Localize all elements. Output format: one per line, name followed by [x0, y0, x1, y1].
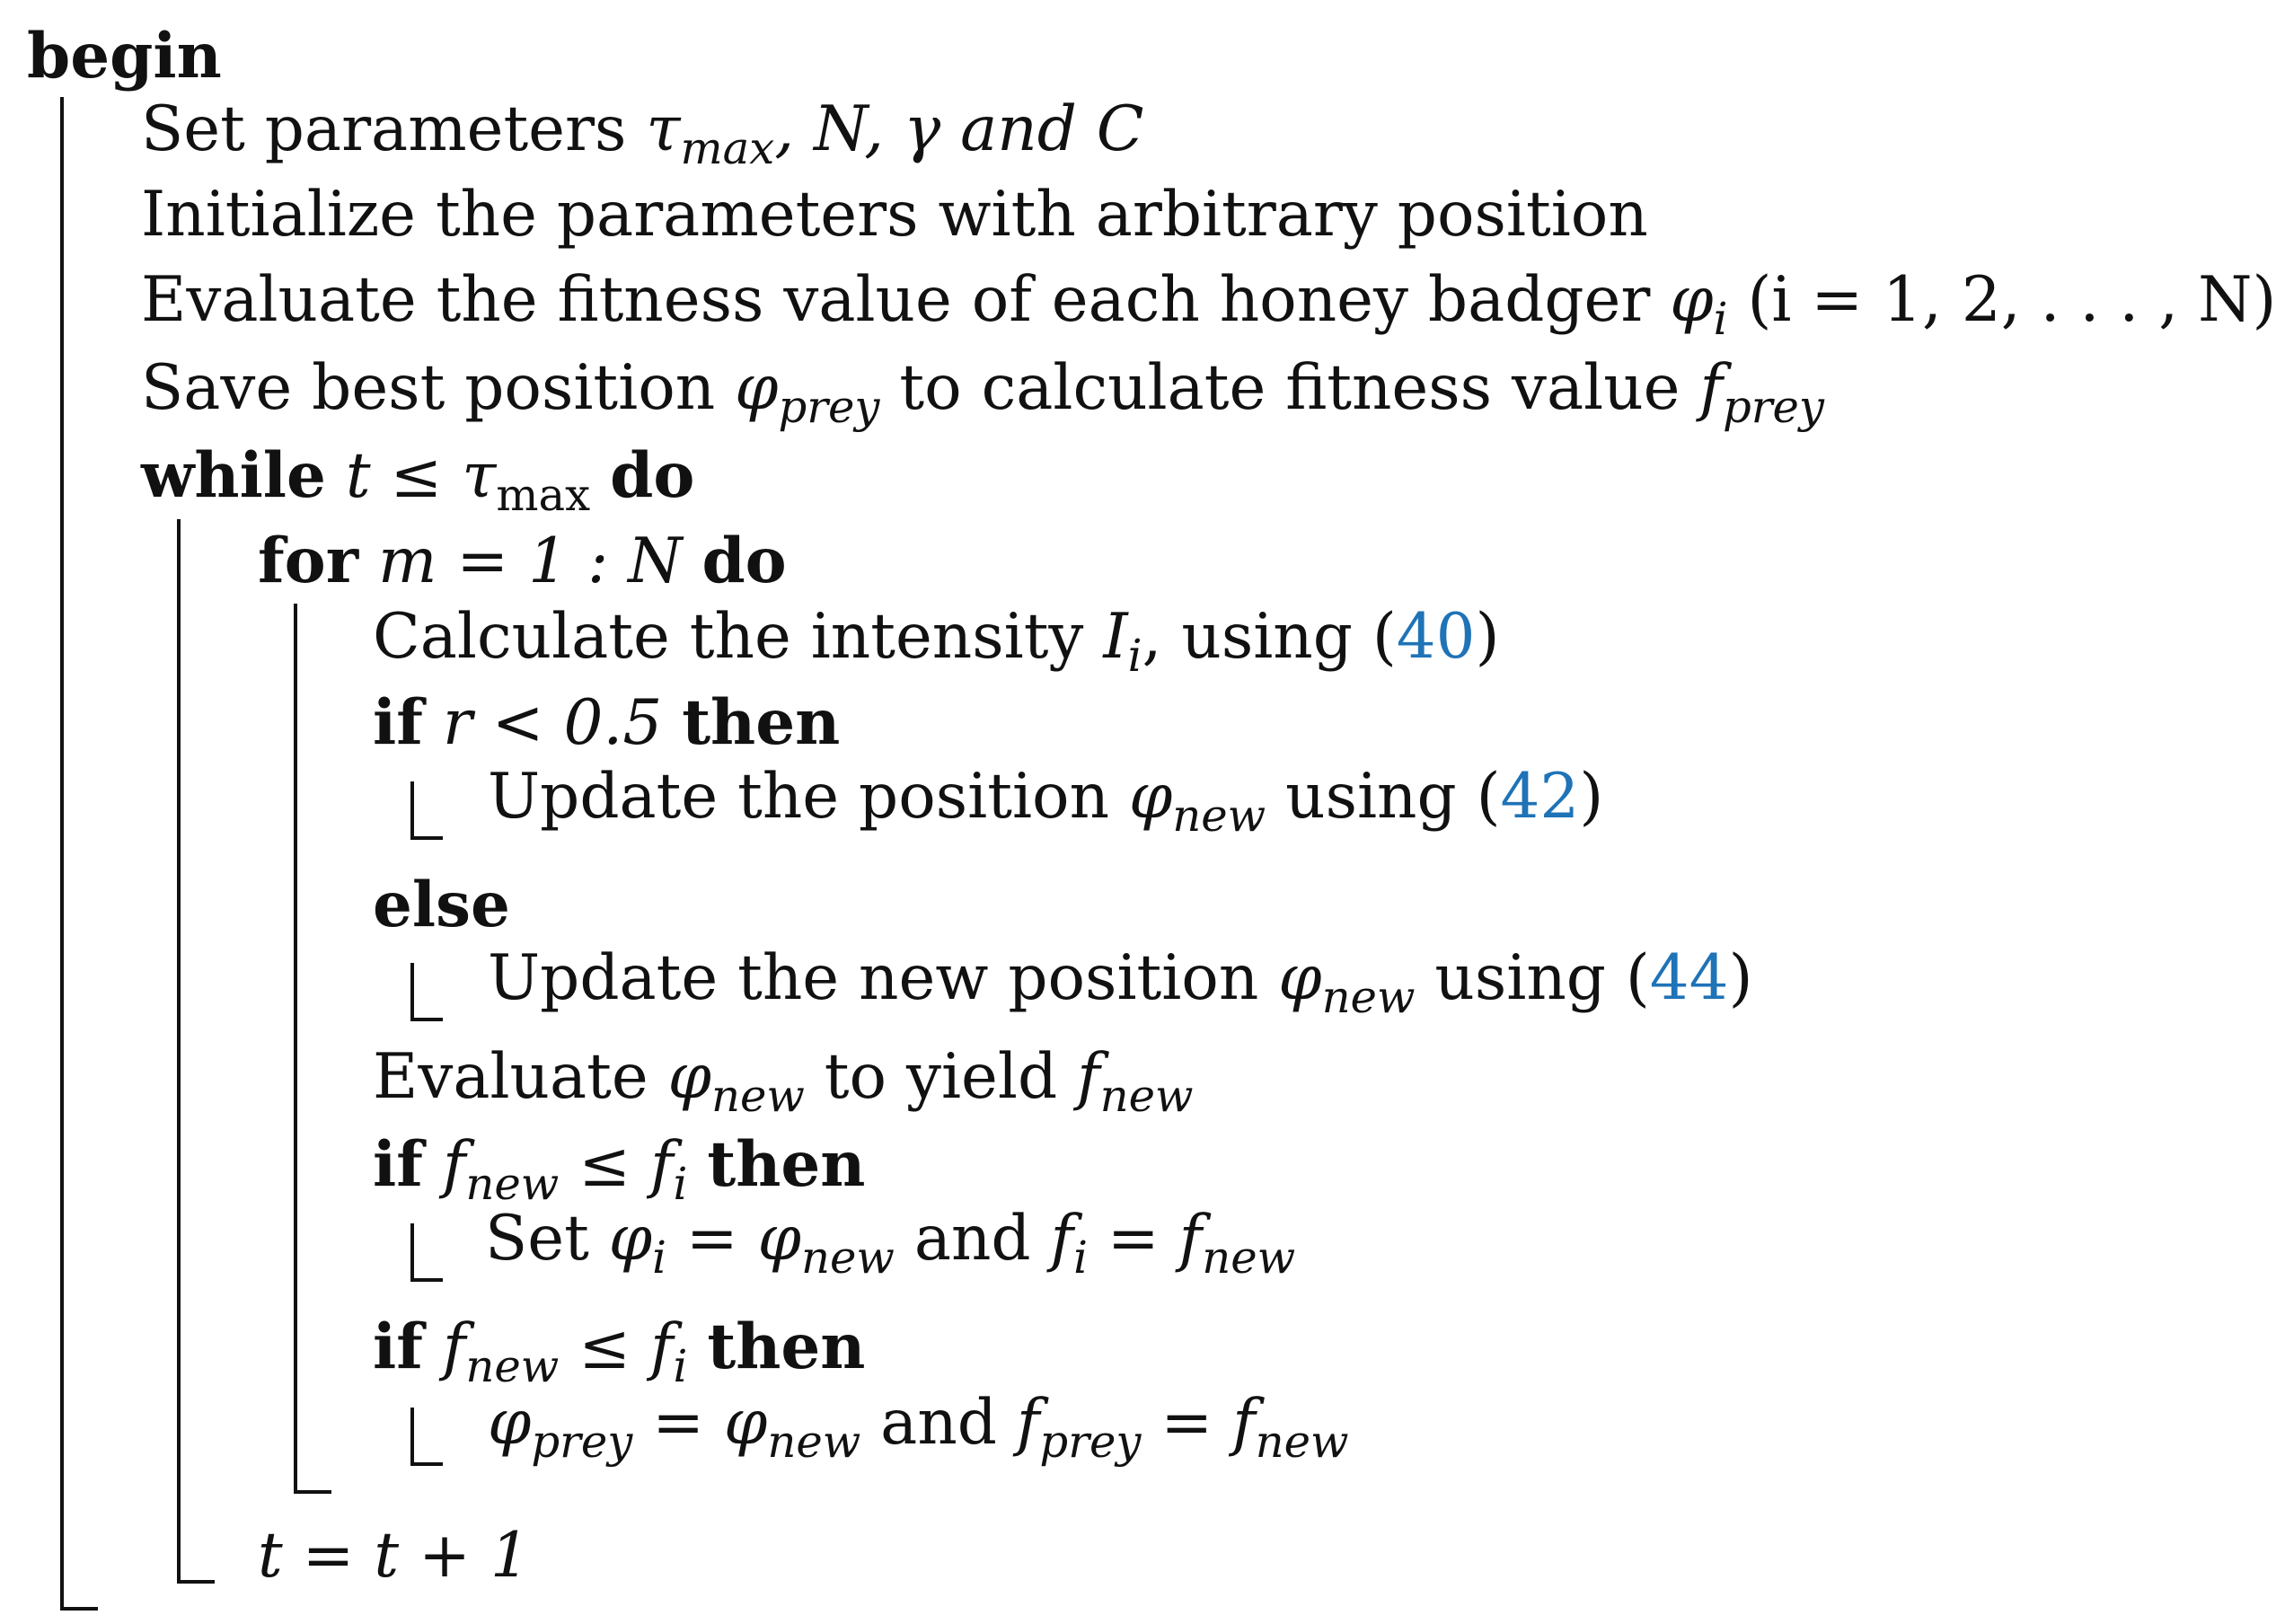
text: and	[894, 1203, 1051, 1275]
phi-symbol: φ	[735, 352, 779, 424]
I-symbol: I	[1103, 601, 1128, 673]
update-position-line	[488, 761, 1604, 842]
subscript: i	[1073, 1231, 1088, 1284]
f-symbol: f	[1699, 352, 1723, 424]
operator: =	[1141, 1387, 1233, 1459]
if-keyword: if	[373, 1128, 423, 1201]
operator: =	[1087, 1203, 1179, 1275]
if-fitness-1-foot	[410, 1278, 443, 1282]
if-fitness-line-2	[373, 1311, 866, 1392]
text: Save best position	[141, 352, 736, 424]
subscript: prey	[778, 380, 880, 433]
if-fitness-line-1	[373, 1128, 866, 1210]
subscript: prey	[1722, 380, 1824, 433]
subscript: i	[1713, 292, 1728, 345]
phi-symbol: φ	[724, 1387, 768, 1459]
f-symbol: f	[442, 1311, 466, 1383]
text: Evaluate	[373, 1041, 668, 1113]
save-best-line	[141, 352, 1824, 433]
subscript: prey	[1039, 1415, 1142, 1468]
subscript: max	[680, 121, 775, 174]
evaluate-fitness-line	[141, 264, 2276, 345]
increment-line: t = t + 1	[258, 1520, 530, 1592]
text: using (	[1266, 761, 1501, 833]
if-fitness-2-rule	[410, 1408, 414, 1466]
subscript: i	[673, 1339, 688, 1392]
phi-symbol: φ	[1670, 264, 1714, 336]
else-block-foot	[410, 1018, 443, 1021]
for-line	[258, 525, 787, 597]
intensity-line	[373, 601, 1500, 682]
then-keyword: then	[682, 686, 841, 759]
subscript: prey	[531, 1415, 633, 1468]
text: Set parameters	[141, 93, 647, 165]
text: and	[860, 1387, 1017, 1459]
text: to calculate fitness value	[879, 352, 1700, 424]
subscript: new	[1255, 1415, 1349, 1468]
set-parameters-line	[141, 93, 1144, 174]
if-keyword: if	[373, 686, 423, 759]
text: )	[1475, 601, 1500, 673]
else-keyword: else	[373, 869, 510, 941]
evaluate-new-line	[373, 1041, 1194, 1122]
while-keyword: while	[141, 439, 326, 512]
begin-block-foot	[60, 1607, 98, 1611]
phi-symbol: φ	[757, 1203, 801, 1275]
text: )	[1579, 761, 1604, 833]
operator: ≤	[559, 1129, 650, 1201]
update-new-position-line	[488, 942, 1753, 1023]
subscript: i	[1127, 629, 1142, 682]
condition: m = 1 : N	[378, 525, 683, 597]
while-block-foot	[177, 1580, 215, 1584]
f-symbol: f	[1178, 1203, 1203, 1275]
text: , using (	[1142, 601, 1397, 673]
initialize-line: Initialize the parameters with arbitrary position	[141, 179, 1648, 251]
if-keyword: if	[373, 1311, 423, 1383]
subscript: max	[496, 468, 591, 521]
text: Calculate the intensity	[373, 601, 1104, 673]
operator: ≤	[559, 1311, 650, 1383]
if-fitness-2-foot	[410, 1462, 443, 1466]
text: Evaluate the fitness value of each honey badger	[141, 264, 1671, 336]
subscript: i	[673, 1157, 688, 1210]
subscript: i	[652, 1231, 666, 1284]
phi-symbol: φ	[1128, 761, 1173, 833]
phi-symbol: φ	[488, 1387, 532, 1459]
subscript: new	[1099, 1069, 1194, 1122]
text: )	[1728, 942, 1753, 1014]
for-block-rule	[294, 604, 297, 1494]
text: Update the position	[488, 761, 1129, 833]
then-keyword: then	[707, 1128, 866, 1201]
subscript: new	[1321, 970, 1416, 1023]
phi-symbol: φ	[667, 1041, 711, 1113]
subscript: new	[465, 1157, 560, 1210]
text: to yield	[804, 1041, 1078, 1113]
for-keyword: for	[258, 525, 359, 597]
subscript: new	[710, 1069, 805, 1122]
condition: t ≤ τ	[345, 440, 497, 512]
equation-reference[interactable]: 42	[1500, 761, 1580, 833]
f-symbol: f	[649, 1311, 674, 1383]
text: Set	[485, 1203, 609, 1275]
subscript: new	[1172, 789, 1266, 842]
phi-symbol: φ	[608, 1203, 653, 1275]
subscript: new	[767, 1415, 861, 1468]
while-line	[141, 439, 695, 521]
operator: =	[666, 1203, 758, 1275]
text: , N, γ and C	[774, 93, 1144, 165]
if-block-foot	[410, 836, 443, 840]
f-symbol: f	[1232, 1387, 1256, 1459]
if-r-line	[373, 686, 841, 759]
equation-reference[interactable]: 44	[1649, 942, 1729, 1014]
text: using (	[1415, 942, 1650, 1014]
condition: r < 0.5	[442, 687, 663, 759]
else-block-rule	[410, 963, 414, 1021]
f-symbol: f	[442, 1129, 466, 1201]
then-keyword: then	[707, 1311, 866, 1383]
tau-symbol: τ	[646, 93, 681, 165]
do-keyword: do	[610, 439, 695, 512]
begin-block-rule	[60, 97, 64, 1611]
subscript: new	[1202, 1231, 1296, 1284]
f-symbol: f	[649, 1129, 674, 1201]
prey-assignment-line	[488, 1387, 1349, 1468]
operator: =	[632, 1387, 725, 1459]
text: (i = 1, 2, . . . , N)	[1727, 264, 2276, 336]
subscript: new	[801, 1231, 895, 1284]
begin-keyword: begin	[27, 20, 222, 93]
equation-reference[interactable]: 40	[1396, 601, 1476, 673]
set-assignment-line	[485, 1203, 1296, 1284]
for-block-foot	[294, 1490, 331, 1494]
if-block-rule	[410, 781, 414, 840]
subscript: new	[465, 1339, 560, 1392]
text: Update the new position	[488, 942, 1279, 1014]
f-symbol: f	[1050, 1203, 1074, 1275]
do-keyword: do	[701, 525, 787, 597]
while-block-rule	[177, 519, 181, 1584]
phi-symbol: φ	[1278, 942, 1322, 1014]
f-symbol: f	[1077, 1041, 1100, 1113]
if-fitness-1-rule	[410, 1223, 414, 1282]
f-symbol: f	[1016, 1387, 1040, 1459]
